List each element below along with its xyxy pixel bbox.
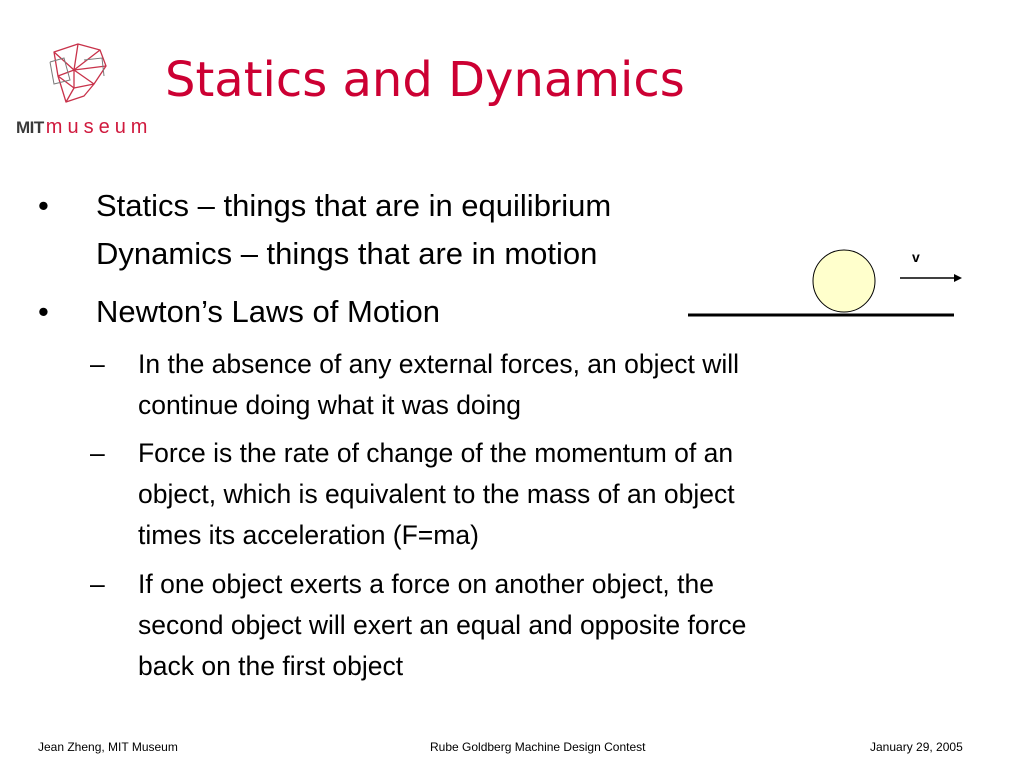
bullet-text: Dynamics – things that are in motion	[96, 236, 598, 271]
footer-event: Rube Goldberg Machine Design Contest	[430, 740, 646, 754]
ball	[813, 250, 875, 312]
sub-bullet-text: object, which is equivalent to the mass of an object	[138, 479, 735, 509]
bullet-marker: •	[38, 188, 49, 223]
bullet-text: Statics – things that are in equilibrium	[96, 188, 612, 223]
logo-museum-text: museum	[45, 116, 153, 138]
mit-museum-logo	[8, 40, 158, 140]
sub-bullet-marker: –	[90, 438, 105, 468]
footer-date: January 29, 2005	[870, 740, 963, 754]
sub-bullet-marker: –	[90, 569, 105, 599]
sub-bullet-text: Force is the rate of change of the momentum of an	[138, 438, 734, 468]
sub-bullet-marker: –	[90, 349, 105, 379]
sub-bullet-text: In the absence of any external forces, an object will	[138, 349, 740, 379]
velocity-arrowhead	[954, 274, 962, 282]
velocity-label: v	[912, 249, 920, 265]
mit-museum-logo-mark	[44, 40, 114, 112]
sub-bullet-text: back on the first object	[138, 651, 404, 681]
slide-title: Statics and Dynamics	[165, 52, 685, 108]
sub-bullet-text: second object will exert an equal and opposite force	[138, 610, 747, 640]
footer-author: Jean Zheng, MIT Museum	[38, 740, 178, 754]
sub-bullet-text: If one object exerts a force on another object, the	[138, 569, 714, 599]
bullet-marker: •	[38, 294, 49, 329]
bullet-text: Newton’s Laws of Motion	[96, 294, 441, 329]
rolling-ball-diagram	[680, 240, 970, 330]
sub-bullet-text: continue doing what it was doing	[138, 390, 522, 420]
logo-mit-text: MIT	[16, 118, 44, 137]
sub-bullet-text: times its acceleration (F=ma)	[138, 520, 479, 550]
